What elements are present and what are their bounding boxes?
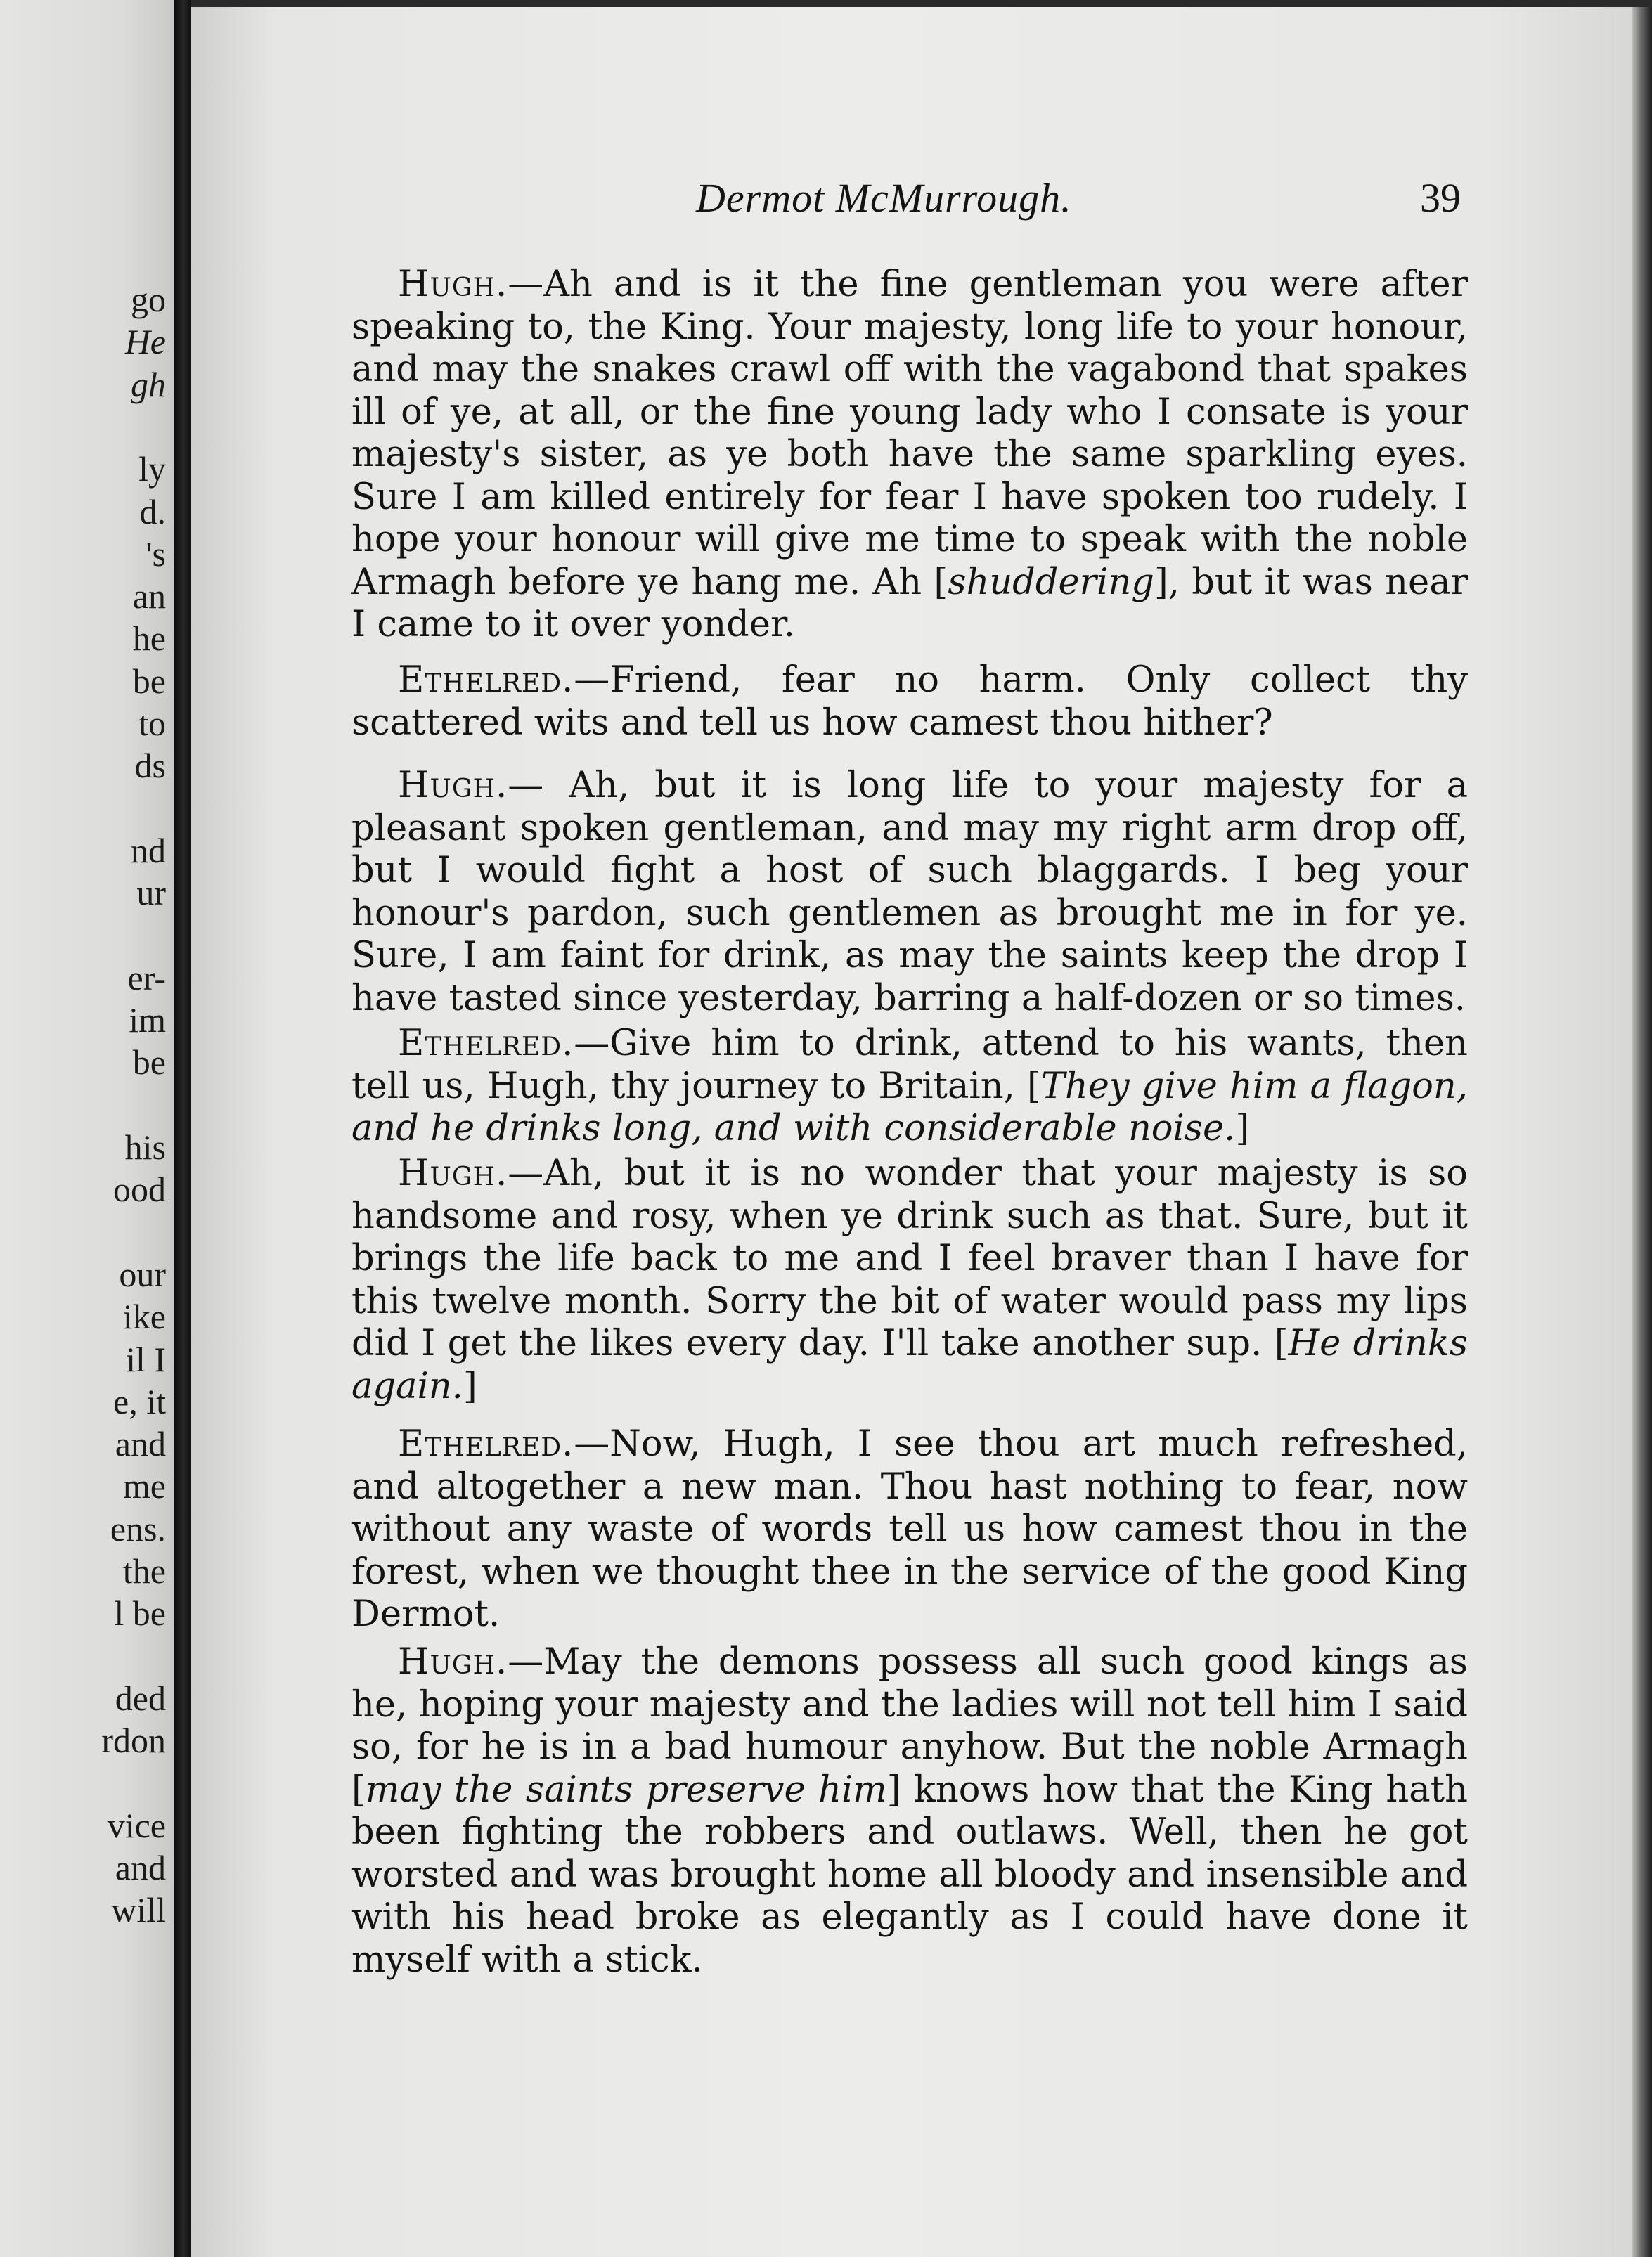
left-page-fragment: me [122,1466,166,1506]
dialogue-text: —Friend, fear no harm. Only collect thy scattered wits and tell us how camest thou hither? [351,659,1468,744]
left-page-fragment: ds [134,746,166,786]
left-page-fragment: er- [127,957,166,997]
dialogue-paragraph [351,659,1468,744]
dialogue-paragraph [351,1153,1468,1408]
left-page-fragment: will [111,1890,166,1930]
left-page-fragment: his [124,1127,166,1167]
left-page-fragment: to [138,704,166,743]
dialogue-text: —Ah and is it the fine gentleman you were after speaking to, the King. Your majesty, long life to your honour, and may the snakes crawl off with the vagabond that spakes ill of ye, at all, or the fine young lady who I consate is your majesty's sister, as ye both have the same sparkling eyes. Sure I am killed entirely for fear I have spoken too rudely. I hope your honour will give me time to speak with the noble Armagh before ye hang me. Ah [ [351,264,1468,603]
left-page-edge [0,0,174,2257]
left-page-fragment: vice [107,1805,166,1845]
speaker-name: Hugh. [398,1153,508,1194]
left-page-fragment: go [131,280,166,319]
speaker-name: Ethelred. [398,1023,574,1064]
speaker-name: Ethelred. [398,659,574,701]
dialogue-paragraph [351,765,1468,1020]
dialogue-text: —Now, Hugh, I see thou art much refreshed, and altogether a new man. Thou hast nothing to fear, now without any waste of words tell us how camest thou in the forest, when we thought thee in the service of the good King Dermot. [351,1423,1468,1635]
speaker-name: Hugh. [398,1641,508,1683]
left-page-fragment: d. [139,491,166,531]
dialogue-paragraph [351,1023,1468,1151]
dialogue-text: ] [463,1365,477,1407]
left-page-fragment: be [132,661,166,701]
speaker-name: Ethelred. [398,1423,574,1465]
left-page-fragment: the [122,1551,166,1591]
left-page-fragment: l be [114,1593,166,1634]
dialogue-text: ], but it was near I came to it over yonder. [351,561,1468,645]
left-page-fragment: He [124,322,166,362]
left-page-fragment: and [115,1424,166,1464]
speaker-name: Hugh. [398,765,508,806]
stage-direction: He drinks again. [351,1323,1468,1407]
page-number: 39 [1420,175,1461,221]
dialogue-text: —May the demons possess all such good kings as he, hoping your majesty and the ladies will not tell him I said so, for he is in a bad humour anyhow. But the noble Armagh [ [351,1641,1468,1811]
right-page-edge [1632,0,1652,2257]
dialogue-text: —Ah, but it is no wonder that your majesty is so handsome and rosy, when ye drink such as that. Sure, but it brings the life back to me and I feel braver than I have for this twelve month. Sorry the bit of water would pass my lips did I get the likes every day. I'll take another sup. [ [351,1153,1468,1364]
left-page-fragment: ens. [110,1508,166,1548]
left-page-fragment: an [132,576,166,616]
dialogue-text: ] knows how that the King hath been fighting the robbers and outlaws. Well, then he got worsted and was brought home all bloody and insensible and with his head broke as elegantly as I could have done it myself with a stick. [351,1768,1468,1981]
left-page-fragment: il I [126,1339,166,1379]
stage-direction: may the saints preserve him [365,1768,887,1811]
left-page-fragment: 's [146,533,166,574]
speaker-name: Hugh. [398,264,508,305]
left-page-fragment: gh [131,364,166,404]
left-page-fragment: ood [113,1170,166,1210]
dialogue-text: ] [1235,1108,1250,1149]
left-page-fragment: he [132,619,166,659]
left-page-fragment: our [119,1254,166,1294]
left-page-fragment: ike [122,1297,166,1337]
dialogue-paragraph [351,1423,1468,1636]
book-gutter [174,0,191,2257]
top-page-edge [191,0,1652,7]
left-page-fragment: im [129,1000,166,1040]
left-page-fragment: and [115,1848,166,1888]
running-header: Dermot McMurrough. [696,175,1072,221]
dialogue-paragraph [351,1641,1468,1981]
left-page-fragment: nd [131,830,166,870]
left-page-fragment: be [132,1042,166,1082]
left-page-fragment: ur [136,873,166,913]
left-page-fragment: ded [115,1678,166,1718]
dialogue-text: — Ah, but it is long life to your majesty for a pleasant spoken gentleman, and may my right arm drop off, but I would fight a host of such blaggards. I beg your honour's pardon, such gentlemen as brought me in for ye. Sure, I am faint for drink, as may the saints keep the drop I have tasted since yesterday, barring a half-dozen or so times. [351,765,1468,1019]
left-page-fragment: ly [138,449,166,489]
stage-direction: shuddering [948,561,1154,603]
stage-direction: They give him a flagon, and he drinks long, and with considerable noise. [351,1065,1468,1149]
left-page-fragment: e, it [113,1381,166,1421]
dialogue-paragraph [351,264,1468,647]
dialogue-text: —Give him to drink, attend to his wants, then tell us, Hugh, thy journey to Britain, [ [351,1023,1468,1107]
left-page-fragment: rdon [101,1721,166,1761]
